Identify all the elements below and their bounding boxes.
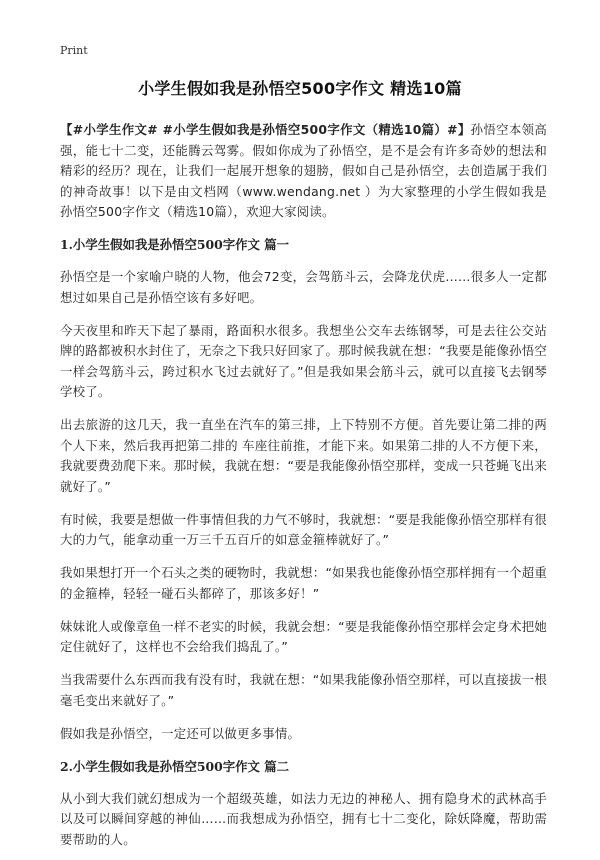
section-heading-1: 1.小学生假如我是孙悟空500字作文 篇一 — [60, 237, 289, 252]
section-heading-2: 2.小学生假如我是孙悟空500字作文 篇二 — [60, 758, 289, 774]
paragraph: 当我需要什么东西而我有没有时，我就在想：“如果我能像孙悟空那样，可以直接拔一根毫毛变出来就好了。” — [60, 672, 548, 708]
paragraph: 有时候，我要是想做一件事情但我的力气不够时，我就想：“要是我能像孙悟空那样有很大的力气，能拿动重一万三千五百斤的如意金箍棒就好了。” — [60, 511, 548, 547]
page-title: 小学生假如我是孙悟空500字作文 精选10篇 — [138, 79, 462, 98]
paragraph: 妹妹讹人或像章鱼一样不老实的时候，我就会想：“要是我能像孙悟空那样会定身术把她定住就好了，这样也不会给我们捣乱了。” — [60, 618, 548, 654]
paragraph: 孙悟空是一个家喻户晓的人物，他会72变，会驾筋斗云，会降龙伏虎……很多人一定都想过如果自己是孙悟空该有多好吧。 — [60, 269, 547, 305]
intro-text: 孙悟空本领高强，能七十二变，还能腾云驾雾。假如你成为了孙悟空，是不是会有许多奇妙的想法和精彩的经历？现在，让我们一起展开想象的翅膀，假如自己是孙悟空，去创造属于我们的神奇故事！以下是由文档网（www.wendang.net ）为大家整理的小学生假如我是孙悟空500字作文（精选10篇），欢迎大家阅读。 — [60, 122, 547, 219]
print-link[interactable]: Print — [60, 44, 88, 57]
paragraph: 我如果想打开一个石头之类的硬物时，我就想：“如果我也能像孙悟空那样拥有一个超重的金箍棒，轻轻一碰石头都碎了，那该多好！” — [60, 565, 548, 601]
paragraph: 从小到大我们就幻想成为一个超级英雄，如法力无边的神秘人、拥有隐身术的武林高手以及可以瞬间穿越的神仙……而我想成为孙悟空，拥有七十二变化，除妖降魔，帮助需要帮助的人。 — [60, 790, 547, 847]
intro-paragraph — [60, 120, 547, 223]
article-body — [60, 120, 547, 860]
paragraph: 今天夜里和昨天下起了暴雨，路面积水很多。我想坐公交车去练钢琴，可是去往公交站牌的路都被积水封住了，无奈之下我只好回家了。那时候我就在想：“我要是能像孙悟空一样会驾筋斗云，跨过积水飞过去就好了。”但是我如果会筋斗云，就可以直接飞去钢琴学校了。 — [60, 322, 548, 399]
paragraph: 假如我是孙悟空，一定还可以做更多事情。 — [60, 725, 301, 741]
intro-tag: 【#小学生作文# #小学生假如我是孙悟空500字作文（精选10篇）#】 — [60, 122, 471, 137]
paragraph: 出去旅游的这几天，我一直坐在汽车的第三排，上下特别不方便。首先要让第二排的两个人下来，然后我再把第二排的 车座往前推，才能下来。如果第二排的人不方便下来，我就要费劲爬下来。那时候，我就在想：“要是我能像孙悟空那样，变成一只苍蝇飞出来就好了。” — [60, 417, 548, 494]
